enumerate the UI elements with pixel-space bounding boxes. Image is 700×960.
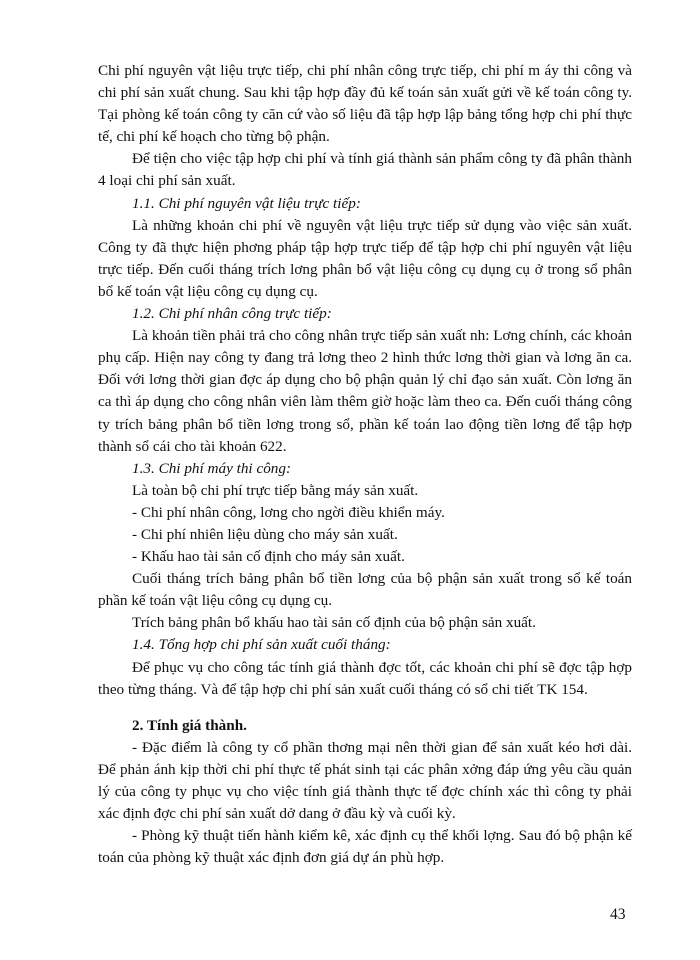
paragraph-depreciation-allocation: Trích bảng phân bổ khấu hao tài sản cố định của bộ phận sản xuất. xyxy=(132,614,536,632)
list-item-fuel: - Chi phí nhiên liệu dùng cho máy sản xuất. xyxy=(132,525,398,543)
document-page xyxy=(98,60,632,869)
list-item-labor: - Chi phí nhân công, lơng cho ngời điều khiển máy. xyxy=(132,503,445,521)
section-heading-costing: 2. Tính giá thành. xyxy=(132,716,247,734)
page-number: 43 xyxy=(610,906,626,923)
subheading-machine-costs: 1.3. Chi phí máy thi công: xyxy=(132,459,292,477)
paragraph-machine-costs-intro: Là toàn bộ chi phí trực tiếp bằng máy sản xuất. xyxy=(132,481,419,499)
list-item-depreciation: - Khấu hao tài sản cố định cho máy sản xuất. xyxy=(132,548,405,566)
paragraph-four-cost-types: Để tiện cho việc tập hợp chi phí và tính giá thành sản phẩm công ty đã phân thành 4 loại chi phí sản xuất. xyxy=(98,150,632,190)
paragraph-direct-materials: Là những khoản chi phí về nguyên vật liệu trực tiếp sử dụng vào việc sản xuất. Công ty đã thực hiện phơng pháp tập hợp trực tiếp để tập hợp chi phí nguyên vật liệu trực tiếp. Đến cuối tháng trích lơng phân bổ vật liệu công cụ dụng cụ ở trong sổ phân bổ kế toán vật liệu công cụ dụng cụ. xyxy=(98,216,632,300)
paragraph-direct-labor: Là khoản tiền phải trả cho công nhân trực tiếp sản xuất nh: Lơng chính, các khoản phụ cấp. Hiện nay công ty đang trả lơng theo 2 hình thức lơng thời gian và lơng ăn ca. Đối với lơng thời gian đợc áp dụng cho bộ phận quản lý chỉ đạo sản xuất. Còn lơng ăn ca thì áp dụng cho công nhân viên làm thêm giờ hoặc làm theo ca. Đến cuối tháng công ty trích bảng phân bổ tiền lơng trong sổ, phần kế toán lao động tiền lơng để tập hợp thành sổ cái cho tài khoản 622. xyxy=(98,327,632,455)
paragraph-costing-characteristics: - Đặc điểm là công ty cổ phần thơng mại nên thời gian để sản xuất kéo hơi dài. Để phản ánh kịp thời chi phí thực tế phát sinh tại các phân xởng đáp ứng yêu cầu quản lý của công ty phục vụ cho việc tính giá thành thực tế đợc chính xác thì công ty phải xác định đợc chi phí sản xuất dở dang ở đầu kỳ và cuối kỳ. xyxy=(98,738,632,823)
paragraph-monthly-summary: Để phục vụ cho công tác tính giá thành đợc tốt, các khoản chi phí sẽ đợc tập hợp theo từng tháng. Và để tập hợp chi phí sản xuất cuối tháng có sổ chi tiết TK 154. xyxy=(98,658,632,698)
subheading-direct-labor: 1.2. Chi phí nhân công trực tiếp: xyxy=(132,305,332,323)
paragraph-salary-allocation: Cuối tháng trích bảng phân bổ tiền lơng của bộ phận sản xuất trong sổ kế toán phần kế toán vật liệu công cụ dụng cụ. xyxy=(98,570,632,610)
subheading-direct-materials: 1.1. Chi phí nguyên vật liệu trực tiếp: xyxy=(132,194,361,212)
paragraph-technical-department: - Phòng kỹ thuật tiến hành kiểm kê, xác định cụ thể khối lợng. Sau đó bộ phận kế toán của phòng kỹ thuật xác định đơn giá dự án phù hợp. xyxy=(98,827,632,867)
subheading-monthly-summary: 1.4. Tổng hợp chi phí sản xuất cuối tháng: xyxy=(132,636,391,654)
paragraph-cost-categories: Chi phí nguyên vật liệu trực tiếp, chi phí nhân công trực tiếp, chi phí m áy thi công và chi phí sản xuất chung. Sau khi tập hợp đầy đủ kế toán sản xuất gửi về kế toán công ty. Tại phòng kế toán công ty căn cứ vào số liệu đã tập hợp lập bảng tổng hợp chi phí thực tế, chi phí kế hoạch cho từng bộ phận. xyxy=(98,62,632,146)
